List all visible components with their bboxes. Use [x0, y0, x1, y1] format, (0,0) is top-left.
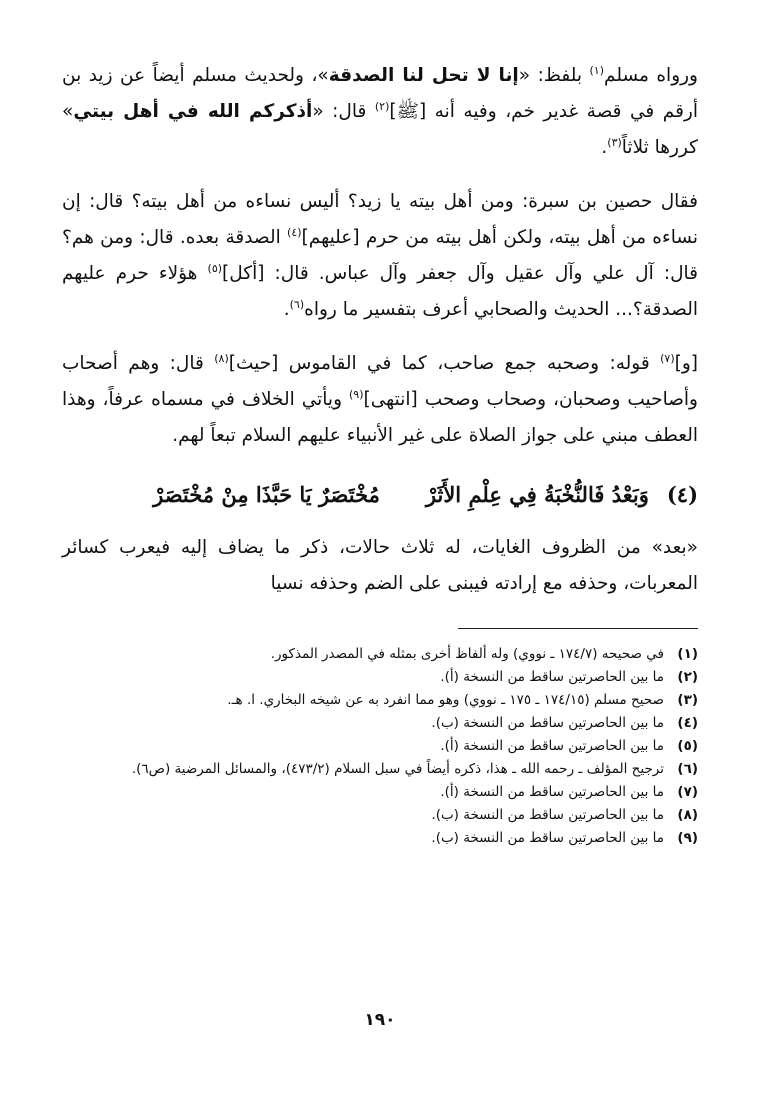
footnote-ref-8[interactable]: (٨) — [214, 351, 229, 365]
text-segment: »، ولحديث مسلم أيضاً عن زيد بن أرقم في قصة غدير خم، وفيه أنه [ﷺ] — [62, 65, 699, 122]
paragraph-3 — [62, 346, 698, 454]
poem-verse — [62, 472, 698, 516]
footnote-number: (٩) — [677, 830, 698, 846]
footnote-number: (٦) — [677, 761, 698, 777]
text-segment: فقال حصين بن سبرة: ومن أهل بيته يا زيد؟ أليس نساءه من أهل بيته؟ قال: إن نساءه من أهل بيته، ولكن أهل بيته من حرم [عليهم] — [62, 191, 698, 248]
footnote-number: (١) — [677, 646, 698, 662]
footnote-ref-3[interactable]: (٣) — [607, 135, 622, 149]
paragraph-4: «بعد» من الظروف الغايات، له ثلاث حالات، ذكر ما يضاف إليه فيعرب كسائر المعربات، وحذفه مع إرادته فيبنى على الضم وحذفه نسيا — [62, 537, 698, 594]
footnote-item — [62, 712, 698, 735]
text-segment: » كررها ثلاثاً — [62, 101, 698, 158]
verse-hemistich-first: وَبَعْدُ فَالنُّخْبَةُ فِي عِلْمِ الأَثَرْ — [425, 481, 649, 507]
footnote-item — [62, 643, 698, 666]
footnote-ref-9[interactable]: (٩) — [348, 387, 364, 401]
quote-bold-1: إنا لا تحل لنا الصدقة — [328, 65, 519, 86]
page-body — [62, 58, 698, 850]
text-segment: . — [601, 137, 608, 158]
footnote-number: (٤) — [677, 715, 698, 731]
footnote-item — [62, 781, 698, 804]
text-segment: قال: وهم أصحاب وأصاحيب وصحبان، وصحاب وصحب [انتهى] — [62, 353, 698, 410]
footnote-divider — [458, 628, 698, 629]
text-segment: . — [283, 299, 290, 320]
footnote-item — [62, 735, 698, 758]
text-segment: بلفظ: « — [518, 65, 590, 86]
footnote-text: ما بين الحاصرتين ساقط من النسخة (أ). — [440, 669, 664, 685]
footnote-ref-7[interactable]: (٧) — [660, 351, 675, 365]
text-segment: هؤلاء حرم عليهم الصدقة؟... الحديث والصحابي أعرف بتفسير ما رواه — [62, 263, 698, 320]
footnote-text: ما بين الحاصرتين ساقط من النسخة (أ). — [440, 784, 664, 800]
text-segment: قال: « — [312, 101, 375, 122]
footnote-number: (٥) — [677, 738, 698, 754]
footnote-item — [62, 804, 698, 827]
text-segment: ويأتي الخلاف في مسماه عرفاً، وهذا العطف مبني على جواز الصلاة على غير الأنبياء عليهم السلام تبعاً لهم. — [62, 389, 698, 446]
footnote-text: ما بين الحاصرتين ساقط من النسخة (ب). — [431, 830, 664, 846]
footnote-ref-6[interactable]: (٦) — [289, 297, 305, 311]
footnote-ref-1[interactable]: (١) — [589, 63, 605, 77]
footnote-text: ما بين الحاصرتين ساقط من النسخة (ب). — [431, 807, 664, 823]
footnote-item — [62, 689, 698, 712]
footnote-text: صحيح مسلم (١٧٤/١٥ ـ ١٧٥ ـ نووي) وهو مما انفرد به عن شيخه البخاري. ا. هـ. — [227, 692, 664, 708]
footnote-text: في صحيحه (١٧٤/٧ ـ نووي) وله ألفاظ أخرى بمثله في المصدر المذكور. — [270, 646, 664, 662]
text-segment: ورواه مسلم — [604, 65, 698, 86]
footnote-item — [62, 666, 698, 689]
footnote-text: ما بين الحاصرتين ساقط من النسخة (أ). — [440, 738, 664, 754]
quote-bold-2: أذكركم الله في أهل بيتي — [73, 101, 313, 122]
page-number: ١٩٠ — [364, 1010, 396, 1030]
text-segment: [و] — [674, 353, 698, 374]
paragraph-2 — [62, 184, 698, 328]
footnote-number: (٢) — [677, 669, 698, 685]
footnote-number: (٨) — [677, 807, 698, 823]
footnote-ref-5[interactable]: (٥) — [207, 261, 223, 275]
footnote-ref-2[interactable]: (٢) — [374, 99, 390, 113]
footnote-item — [62, 827, 698, 850]
verse-number: (٤) — [666, 481, 698, 507]
footnote-ref-4[interactable]: (٤) — [287, 225, 302, 239]
verse-hemistich-second: مُخْتَصَرٌ يَا حَبَّذَا مِنْ مُخْتَصَرْ — [153, 481, 380, 507]
footnote-number: (٣) — [677, 692, 698, 708]
text-segment: الصدقة بعده. قال: ومن هم؟ قال: آل علي وآل عقيل وآل جعفر وآل عباس. قال: [أكل] — [62, 227, 699, 284]
footnote-text: ما بين الحاصرتين ساقط من النسخة (ب). — [431, 715, 664, 731]
text-segment: قوله: وصحبه جمع صاحب، كما في القاموس [حيث] — [228, 353, 661, 374]
footnote-number: (٧) — [677, 784, 698, 800]
paragraph-1 — [62, 58, 698, 166]
footnote-item — [62, 758, 698, 781]
footnote-text: ترجيح المؤلف ـ رحمه الله ـ هذا، ذكره أيضاً في سبل السلام (٤٧٣/٢)، والمسائل المرضية (ص٦). — [131, 761, 664, 777]
footnotes-list — [62, 643, 698, 850]
